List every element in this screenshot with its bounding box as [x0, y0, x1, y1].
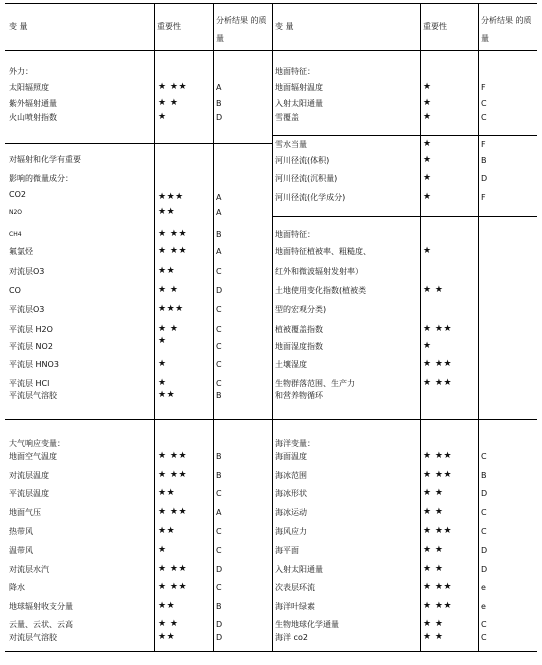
right-imp-incident-solar: ★ — [423, 98, 432, 108]
header-variable-left: 变 量 — [9, 22, 28, 31]
left-imp-surface-air-temp: ★ ★★ — [158, 451, 188, 461]
right-imp-runoff-sediment: ★ — [423, 173, 432, 183]
left-var-trop-aerosol: 对流层气溶胶 — [9, 633, 57, 642]
left-res-uv-flux: B — [216, 99, 222, 108]
right-res-wind-stress: C — [481, 527, 487, 536]
right-var-land-use: 土地使用变化指数(植被类 — [275, 286, 367, 295]
left-res-strat-h2o: C — [216, 325, 222, 334]
right-imp-snow-water: ★ — [423, 139, 432, 149]
left-var-strat-temp: 平流层温度 — [9, 489, 49, 498]
left-imp-strat-o3: ★★★ — [158, 304, 184, 314]
right-var-snow-water: 雪水当量 — [275, 140, 307, 149]
left-var-strat-hcl: 平流层 HCl — [9, 379, 50, 388]
right-imp-runoff-chemistry: ★ — [423, 192, 432, 202]
right-imp-vegetation-roughness: ★ — [423, 246, 432, 256]
left-var-trop-o3: 对流层O3 — [9, 267, 45, 276]
left-imp-cfc: ★ ★★ — [158, 246, 188, 256]
right-res-sea-ice-extent: B — [481, 471, 487, 480]
col-divider-right-res — [478, 3, 479, 651]
left-imp-trop-aerosol: ★★ — [158, 632, 176, 642]
table-top-rule — [5, 3, 537, 4]
left-res-trop-water-vapor: D — [216, 565, 223, 574]
left-res-n2o: A — [216, 208, 222, 217]
right-var-vegetation-roughness: 地面特征植被率、粗糙度、 — [275, 247, 371, 256]
right-imp-sea-ice-motion: ★ ★ — [423, 507, 444, 517]
left-imp-radiation-budget: ★★ — [158, 601, 176, 611]
header-result-right-line2: 量 — [481, 34, 489, 43]
right-res-sea-ice-motion: C — [481, 508, 487, 517]
right-imp-sea-level: ★ ★ — [423, 545, 444, 555]
right-var-ocean-co2: 海洋 co2 — [275, 633, 308, 642]
right-imp-ocean-chlorophyll: ★ ★★ — [423, 601, 453, 611]
left-res-volcanic-index: D — [216, 113, 223, 122]
left-var-precipitation: 降水 — [9, 583, 25, 592]
right-var-sst: 海面温度 — [275, 452, 307, 461]
right-res-incident-solar: C — [481, 99, 487, 108]
left-res-trop-o3: C — [216, 267, 222, 276]
left-var-strat-no2: 平流层 NO2 — [9, 342, 53, 351]
right-imp-biogeochem-flux: ★ ★ — [423, 619, 444, 629]
right-var-snow-cover: 雪覆盖 — [275, 113, 299, 122]
left-section-atmos-title: 大气响应变量： — [9, 439, 65, 448]
right-var-sea-level: 海平面 — [275, 546, 299, 555]
left-var-strat-hno3: 平流层 HNO3 — [9, 360, 59, 369]
header-importance-right: 重要性 — [423, 22, 447, 31]
left-imp-trop-water-vapor: ★ ★★ — [158, 564, 188, 574]
right-res-runoff-chemistry: F — [481, 193, 486, 202]
right-var-surface-rad-temp: 地面辐射温度 — [275, 83, 323, 92]
left-imp-surface-pressure: ★ ★★ — [158, 507, 188, 517]
right-imp-sst: ★ ★★ — [423, 451, 453, 461]
left-imp-strat-no2: ★ — [158, 336, 167, 346]
left-var-midlat-wind: 温带风 — [9, 546, 33, 555]
left-imp-trop-o3: ★★ — [158, 266, 176, 276]
right-res-snow-cover: C — [481, 113, 487, 122]
right-var-subsurface-circulation: 次表层环流 — [275, 583, 315, 592]
right-var-runoff-volume: 河川径流(体积) — [275, 156, 330, 165]
right-var-surface-wetness: 地面湿度指数 — [275, 342, 323, 351]
right-imp-ocean-co2: ★ ★ — [423, 632, 444, 642]
right-res-sea-ice-shape: D — [481, 489, 488, 498]
left-var-ch4: CH4 — [9, 231, 22, 238]
left-var-cfc: 氟氯烃 — [9, 247, 33, 256]
left-imp-co2: ★★★ — [158, 192, 184, 202]
right-var-biome-cont: 和营养物循环 — [275, 391, 323, 400]
left-section-rule-b — [5, 419, 272, 420]
right-res-ocean-chlorophyll: e — [481, 602, 486, 611]
header-importance-left: 重要性 — [157, 22, 181, 31]
left-imp-n2o: ★★ — [158, 207, 176, 217]
right-section-rule-a — [272, 135, 537, 136]
right-imp-wind-stress: ★ ★★ — [423, 526, 453, 536]
left-res-strat-aerosol: B — [216, 391, 222, 400]
right-var-soil-moisture: 土壤湿度 — [275, 360, 307, 369]
left-var-trop-water-vapor: 对流层水汽 — [9, 565, 49, 574]
left-res-ch4: B — [216, 230, 222, 239]
header-result-right-line1: 分析结果 的质 — [481, 16, 532, 25]
right-res-biogeochem-flux: C — [481, 620, 487, 629]
left-res-strat-no2: C — [216, 342, 222, 351]
left-var-radiation-budget: 地球辐射收支分量 — [9, 602, 73, 611]
left-var-surface-air-temp: 地面空气温度 — [9, 452, 57, 461]
header-result-left-line1: 分析结果 的质 — [216, 16, 267, 25]
left-res-solar-irradiance: A — [216, 83, 222, 92]
right-imp-ocean-solar-flux: ★ ★ — [423, 564, 444, 574]
left-res-strat-o3: C — [216, 305, 222, 314]
left-res-trop-aerosol: D — [216, 633, 223, 642]
col-divider-left-res — [213, 3, 214, 651]
left-var-strat-aerosol: 平流层气溶胶 — [9, 391, 57, 400]
left-res-precipitation: C — [216, 583, 222, 592]
left-section-trace-title-line1: 对辐射和化学有重要 — [9, 155, 81, 164]
right-section-rule-c — [272, 419, 537, 420]
left-res-co2: A — [216, 193, 222, 202]
col-divider-left-imp — [154, 3, 155, 651]
right-imp-vegetation-index: ★ ★★ — [423, 324, 453, 334]
left-imp-co: ★ ★ — [158, 285, 179, 295]
right-imp-biome: ★ ★★ — [423, 378, 453, 388]
left-section-trace-title-line2: 影响的微量成分： — [9, 174, 73, 183]
left-res-surface-air-temp: B — [216, 452, 222, 461]
left-var-strat-h2o: 平流层 H2O — [9, 325, 53, 334]
right-var-runoff-chemistry: 河川径流(化学成分) — [275, 193, 346, 202]
left-var-co: CO — [9, 286, 21, 295]
left-var-volcanic-index: 火山喷射指数 — [9, 113, 57, 122]
left-imp-strat-hcl: ★ — [158, 378, 167, 388]
left-res-radiation-budget: B — [216, 602, 222, 611]
header-variable-right: 变 量 — [275, 22, 294, 31]
right-res-ocean-co2: C — [481, 633, 487, 642]
right-var-sea-ice-extent: 海冰范围 — [275, 471, 307, 480]
right-imp-runoff-volume: ★ — [423, 155, 432, 165]
left-var-uv-flux: 紫外辐射通量 — [9, 99, 57, 108]
left-res-strat-hcl: C — [216, 379, 222, 388]
right-imp-snow-cover: ★ — [423, 112, 432, 122]
left-res-cfc: A — [216, 247, 222, 256]
right-var-emissivity: 红外和微波辐射发射率） — [275, 267, 363, 276]
right-imp-land-use: ★ ★ — [423, 285, 444, 295]
right-section-ocean-title: 海洋变量： — [275, 439, 315, 448]
right-section-surface2-title: 地面特征： — [275, 230, 315, 239]
left-imp-strat-aerosol: ★★ — [158, 390, 176, 400]
right-res-sst: C — [481, 452, 487, 461]
right-imp-surface-wetness: ★ — [423, 341, 432, 351]
right-res-runoff-volume: B — [481, 156, 487, 165]
col-divider-middle — [272, 3, 273, 651]
right-imp-sea-ice-shape: ★ ★ — [423, 488, 444, 498]
left-var-n2o: N2O — [9, 209, 23, 216]
right-section-rule-b — [272, 216, 537, 217]
right-imp-surface-rad-temp: ★ — [423, 82, 432, 92]
right-res-surface-rad-temp: F — [481, 83, 486, 92]
left-imp-solar-irradiance: ★ ★★ — [158, 82, 188, 92]
left-res-strat-hno3: C — [216, 360, 222, 369]
left-imp-uv-flux: ★ ★ — [158, 98, 179, 108]
left-var-solar-irradiance: 太阳辐照度 — [9, 83, 49, 92]
right-var-incident-solar: 入射太阳通量 — [275, 99, 323, 108]
left-imp-cloud: ★ ★ — [158, 619, 179, 629]
left-imp-trop-temp: ★ ★★ — [158, 470, 188, 480]
left-res-trop-temp: B — [216, 471, 222, 480]
right-imp-sea-ice-extent: ★ ★★ — [423, 470, 453, 480]
left-res-tropical-wind: C — [216, 527, 222, 536]
right-var-ocean-chlorophyll: 海洋叶绿素 — [275, 602, 315, 611]
right-var-runoff-sediment: 河川径流(沉积量) — [275, 174, 338, 183]
left-imp-ch4: ★ ★★ — [158, 229, 188, 239]
right-var-sea-ice-shape: 海冰形状 — [275, 489, 307, 498]
left-var-surface-pressure: 地面气压 — [9, 508, 41, 517]
left-imp-strat-hno3: ★ — [158, 359, 167, 369]
table-bottom-rule — [5, 651, 537, 652]
left-var-strat-o3: 平流层O3 — [9, 305, 45, 314]
right-res-ocean-solar-flux: D — [481, 565, 488, 574]
left-imp-precipitation: ★ ★★ — [158, 582, 188, 592]
left-res-cloud: D — [216, 620, 223, 629]
left-res-surface-pressure: A — [216, 508, 222, 517]
left-res-strat-temp: C — [216, 489, 222, 498]
right-var-biome: 生物群落范围、生产力 — [275, 379, 355, 388]
left-res-midlat-wind: C — [216, 546, 222, 555]
right-var-land-use-cont: 型的宏观分类) — [275, 305, 327, 314]
right-res-subsurface-circulation: e — [481, 583, 486, 592]
left-var-cloud: 云量、云状、云高 — [9, 620, 73, 629]
left-imp-tropical-wind: ★★ — [158, 526, 176, 536]
right-imp-soil-moisture: ★ ★★ — [423, 359, 453, 369]
header-result-left-line2: 量 — [216, 34, 224, 43]
right-var-wind-stress: 海风应力 — [275, 527, 307, 536]
right-var-vegetation-index: 植被覆盖指数 — [275, 325, 323, 334]
col-divider-right-imp — [420, 3, 421, 651]
right-res-runoff-sediment: D — [481, 174, 488, 183]
right-var-biogeochem-flux: 生物地球化学通量 — [275, 620, 339, 629]
left-imp-volcanic-index: ★ — [158, 112, 167, 122]
right-var-sea-ice-motion: 海冰运动 — [275, 508, 307, 517]
left-imp-midlat-wind: ★ — [158, 545, 167, 555]
left-var-tropical-wind: 热带风 — [9, 527, 33, 536]
left-imp-strat-h2o: ★ ★ — [158, 324, 179, 334]
left-var-trop-temp: 对流层温度 — [9, 471, 49, 480]
left-section-forcing-title: 外力： — [9, 67, 33, 76]
left-imp-strat-temp: ★★ — [158, 488, 176, 498]
left-section-rule-a — [5, 143, 272, 144]
left-res-co: D — [216, 286, 223, 295]
right-var-ocean-solar-flux: 入射太阳通量 — [275, 565, 323, 574]
right-res-sea-level: D — [481, 546, 488, 555]
header-bottom-rule — [5, 50, 537, 51]
right-section-surface-title: 地面特征： — [275, 67, 315, 76]
right-res-snow-water: F — [481, 140, 486, 149]
right-imp-subsurface-circulation: ★ ★★ — [423, 582, 453, 592]
left-var-co2: CO2 — [9, 190, 26, 199]
